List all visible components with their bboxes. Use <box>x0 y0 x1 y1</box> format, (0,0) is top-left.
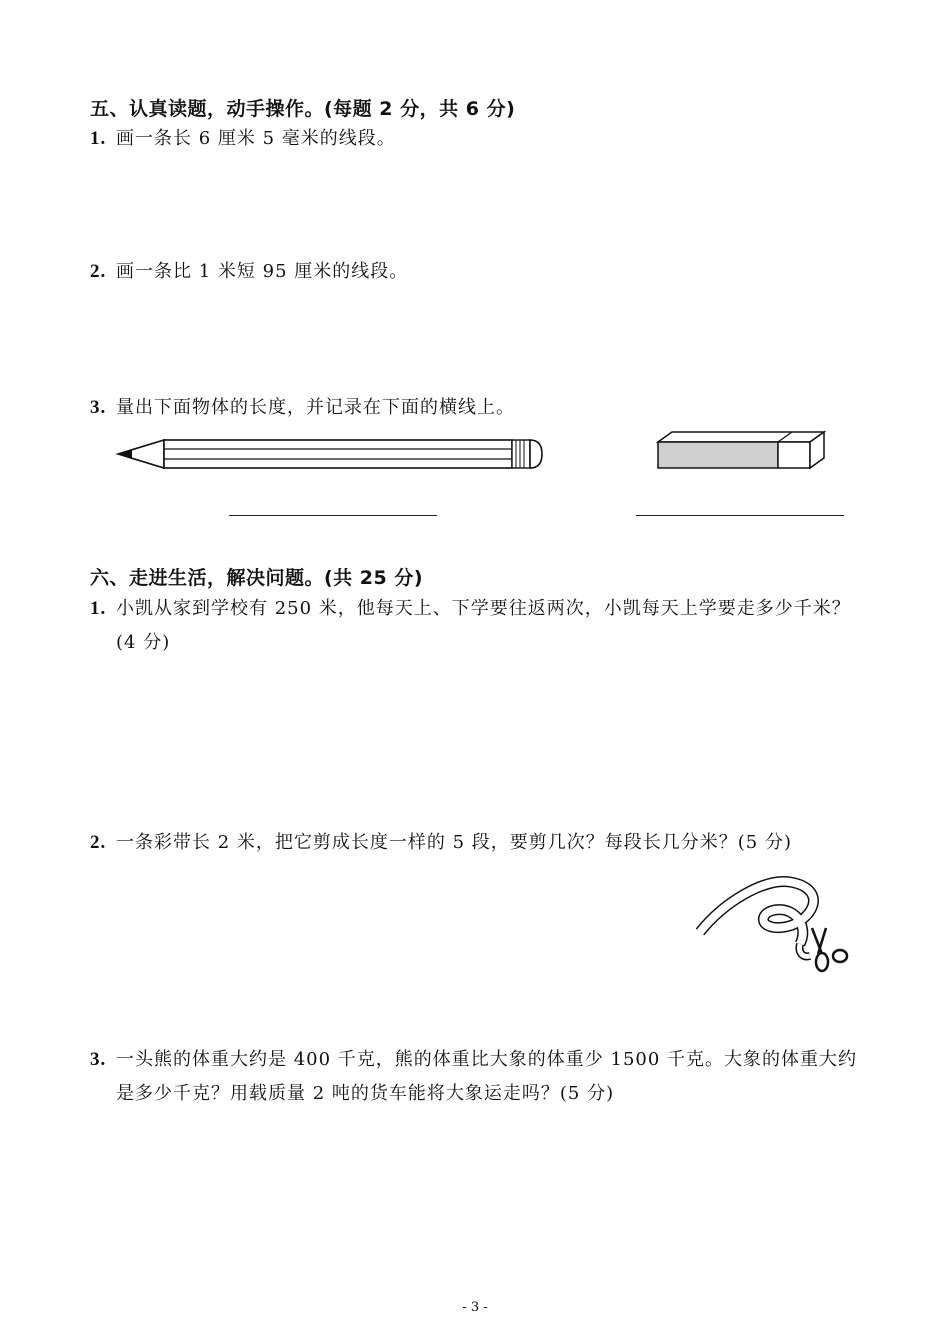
s6-question-1 <box>90 592 860 660</box>
question-text: 画一条长 6 厘米 5 毫米的线段。 <box>116 128 396 149</box>
pencil-icon <box>112 436 548 474</box>
question-number: 1. <box>90 128 107 149</box>
section-5-title: 五、认真读题，动手操作。(每题 2 分，共 6 分) <box>90 98 516 120</box>
question-text: 小凯从家到学校有 250 米，他每天上、下学要往返两次，小凯每天上学要走多少千米？(4 分) <box>116 598 851 653</box>
question-number: 3. <box>90 1049 107 1070</box>
question-number: 2. <box>90 832 107 853</box>
section-6-title: 六、走进生活，解决问题。(共 25 分) <box>90 567 424 589</box>
question-text: 量出下面物体的长度，并记录在下面的横线上。 <box>116 397 515 418</box>
question-text: 一头熊的体重大约是 400 千克，熊的体重比大象的体重少 1500 千克。大象的体重大约是多少千克？用载质量 2 吨的货车能将大象运走吗？(5 分) <box>116 1049 858 1104</box>
s6-question-2 <box>90 826 860 860</box>
question-number: 3. <box>90 397 107 418</box>
question-number: 1. <box>90 598 107 619</box>
s6-question-3 <box>90 1043 860 1111</box>
s5-question-2 <box>90 255 860 289</box>
s5-question-1 <box>90 122 860 156</box>
s5-question-3 <box>90 391 860 425</box>
question-text: 画一条比 1 米短 95 厘米的线段。 <box>116 261 409 282</box>
page-number: - 3 - <box>462 1300 488 1315</box>
question-number: 2. <box>90 261 107 282</box>
eraser-icon <box>652 428 832 474</box>
answer-line-pencil[interactable] <box>229 515 437 516</box>
ribbon-scissors-icon <box>694 872 854 978</box>
answer-line-eraser[interactable] <box>636 515 844 516</box>
question-text: 一条彩带长 2 米，把它剪成长度一样的 5 段，要剪几次？每段长几分米？(5 分) <box>116 832 793 853</box>
